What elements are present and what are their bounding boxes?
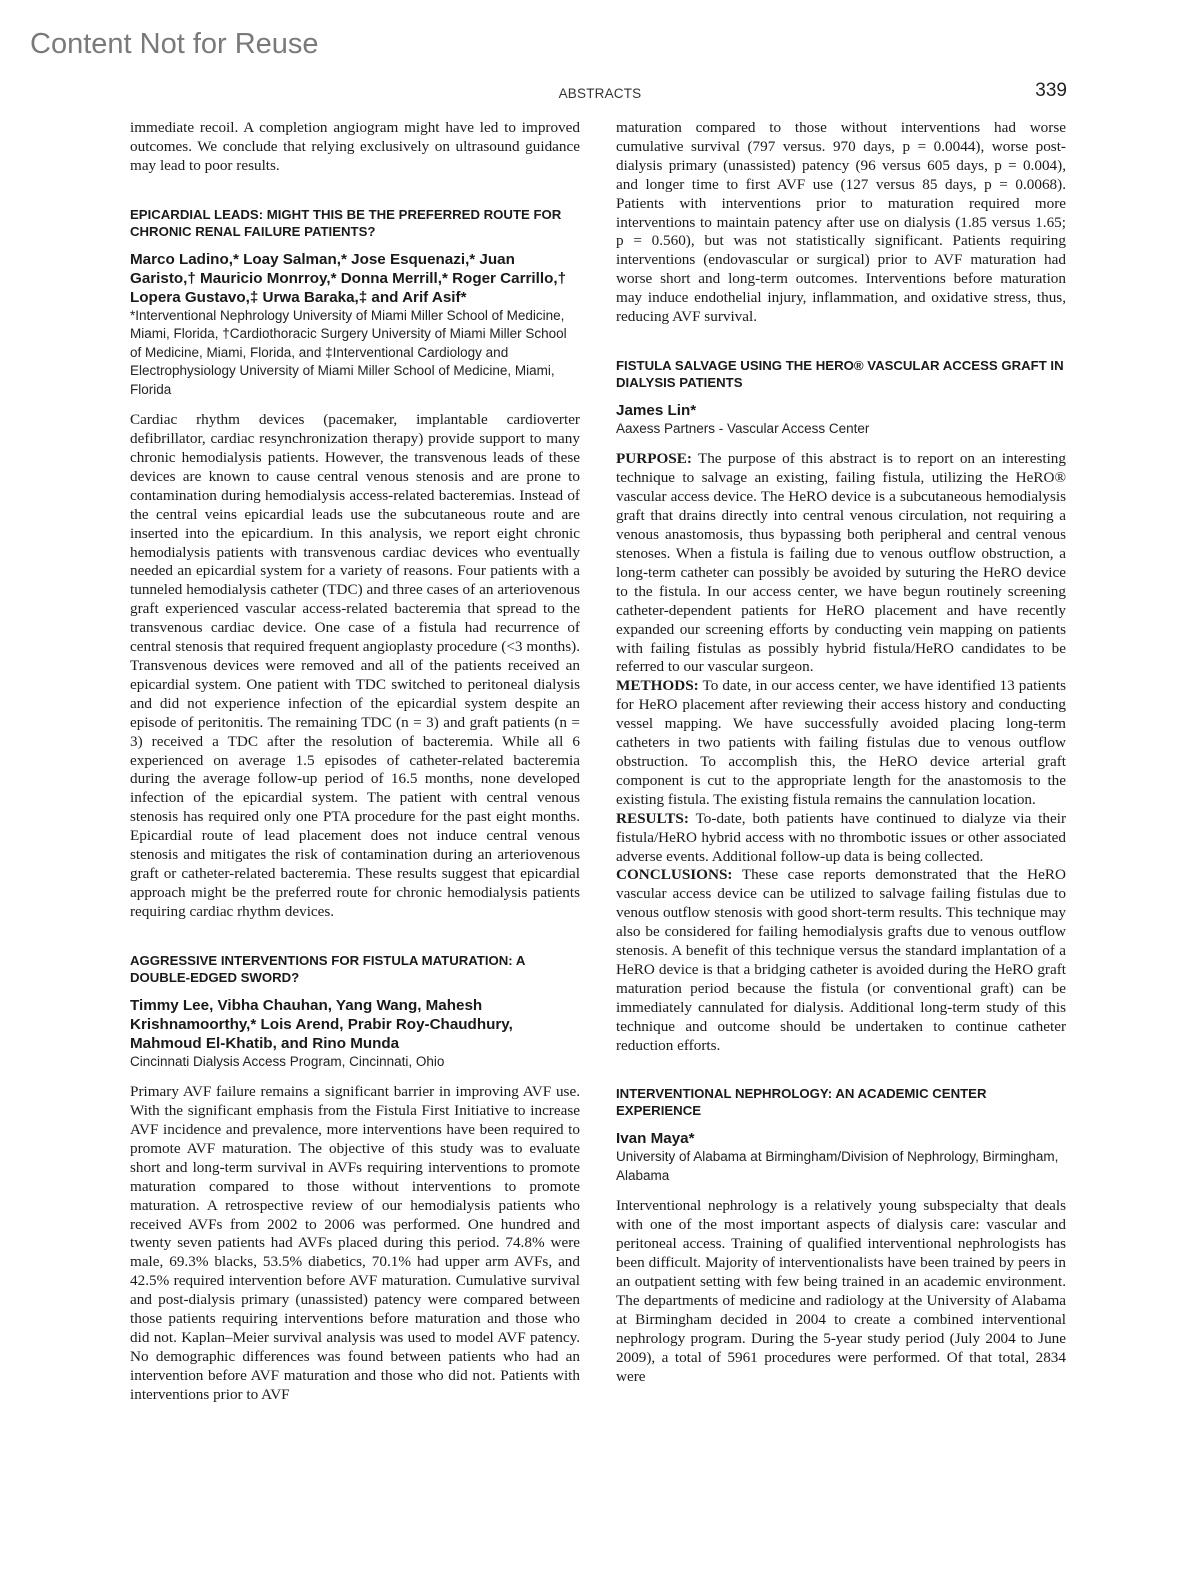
- abstract-title: FISTULA SALVAGE USING THE HERO® VASCULAR ACCESS GRAFT IN DIALYSIS PATIENTS: [616, 357, 1064, 390]
- abstract-affiliation: University of Alabama at Birmingham/Division of Nephrology, Birmingham, Alabama: [616, 1149, 1059, 1183]
- left-column: [130, 119, 580, 1405]
- abstract-affiliation: Cincinnati Dialysis Access Program, Cincinnati, Ohio: [130, 1053, 445, 1069]
- section-text: The purpose of this abstract is to report on an interesting technique to salvage an existing, failing fistula, utilizing the HeRO® vascular access device. The HeRO device is a subcutaneous hemodialysis graft that drains directly into central venous circulation, not requiring a venous anastomosis, thus bypassing both peripheral and central venous stenoses. When a fistula is failing due to venous outflow obstruction, a long-term catheter can possibly be avoided by suturing the HeRO device to the fistula. In our access center, we have begun routinely screening catheter-dependent patients for HeRO placement and have recently expanded our screening efforts by conducting vein mapping on patients with failing fistulas as possibly hybrid fistula/HeRO candidates to be referred to our vascular surgeon.: [616, 450, 1066, 676]
- section-text: To date, in our access center, we have identified 13 patients for HeRO placement after reviewing their access history and conducting vessel mapping. We have successfully avoided placing long-term catheters in two patients with failing fistulas due to venous outflow obstruction. To accomplish this, the HeRO device arterial graft component is cut to the appropriate length for the anastomosis to the existing fistula. The existing fistula remains the cannulation location.: [616, 677, 1066, 808]
- abstract-affiliation: Aaxess Partners - Vascular Access Center: [616, 420, 870, 436]
- abstract-body: Interventional nephrology is a relatively young subspecialty that deals with one of the most important aspects of dialysis care: vascular and peritoneal access. Training of qualified interventional nephrologists has been difficult. Majority of interventionalists have been trained by peers in an outpatient setting with few being trained in an academic environment. The departments of medicine and radiology at the University of Alabama at Birmingham decided in 2004 to create a combined interventional nephrology program. During the 5-year study period (July 2004 to June 2009), a total of 5961 procedures were performed. Of that total, 2834 were: [616, 1197, 1066, 1385]
- abstract-section-conclusions: [616, 866, 1066, 1055]
- section-label: CONCLUSIONS:: [616, 866, 733, 884]
- abstract-title: INTERVENTIONAL NEPHROLOGY: AN ACADEMIC CENTER EXPERIENCE: [616, 1086, 987, 1119]
- abstract-body: Cardiac rhythm devices (pacemaker, implantable cardioverter defibrillator, cardiac resynchronization therapy) provide support to many chronic hemodialysis patients. However, the transvenous leads of these devices are known to cause central venous stenosis and are prone to contamination during hemodialysis access-related bacteremias. Instead of the central veins epicardial leads use the subcutaneous route and are inserted into the epicardium. In this analysis, we report eight chronic hemodialysis patients with transvenous cardiac devices who eventually needed an epicardial system for a variety of reasons. Four patients with a tunneled hemodialysis catheter (TDC) and three cases of an arteriovenous graft experienced vascular access-related bacteremia that spread to the transvenous cardiac device. One case of a fistula had recurrence of central stenosis that required frequent angioplasty procedure (<3 months). Transvenous devices were removed and all of the patients received an epicardial system. One patient with TDC switched to peritoneal dialysis and did not experience infection of the epicardial system despite an episode of peritonitis. The remaining TDC (n = 3) and graft patients (n = 3) received a TDC after the resolution of bacteremia. While all 6 experienced on average 1.5 episodes of catheter-related bacteremia during the average follow-up period of 16.5 months, none developed infection of the epicardial system. The patient with central venous stenosis has required only one PTA procedure for the past eight months. Epicardial route of lead placement does not induce central venous stenosis and mitigates the risk of contamination during an arteriovenous graft or catheter-related bacteremia. These results suggest that epicardial approach might be the preferred route for chronic hemodialysis patients requiring cardiac rhythm devices.: [130, 411, 580, 920]
- abstract-section-purpose: [616, 450, 1066, 677]
- abstract-body-continued: maturation compared to those without interventions had worse cumulative survival (797 versus. 970 days, p = 0.0044), worse post-dialysis primary (unassisted) patency (96 versus 605 days, p = 0.004), and longer time to first AVF use (127 versus 85 days, p = 0.0068). Patients with interventions prior to maturation required more interventions to maintain patency after use on dialysis (1.85 versus 1.65; p = 0.560), but was not statistically significant. Patients requiring interventions (endovascular or surgical) prior to AVF maturation had worse short and long-term outcomes. Interventions before maturation may induce endothelial injury, inflammation, and oxidative stress, thus, reducing AVF survival.: [616, 119, 1066, 326]
- abstract-body: Primary AVF failure remains a significant barrier in improving AVF use. With the significant emphasis from the Fistula First Initiative to increase AVF incidence and prevalence, more interventions have been required to promote AVF maturation. The objective of this study was to evaluate short and long-term survival in AVFs requiring interventions to promote maturation compared to those without interventions to promote maturation. A retrospective review of our hemodialysis patients who received AVFs from 2002 to 2006 was performed. One hundred and twenty seven patients had AVFs placed during this period. 74.8% were male, 69.3% blacks, 53.5% diabetics, 70.1% had upper arm AVFs, and 42.5% required intervention before AVF maturation. Cumulative survival and post-dialysis primary (unassisted) patency were compared between those patients requiring interventions before maturation and those who did not. Kaplan–Meier survival analysis was used to model AVF patency. No demographic differences was found between patients who had an intervention before AVF maturation and those who did not. Patients with interventions prior to AVF: [130, 1083, 580, 1403]
- abstract-title: EPICARDIAL LEADS: MIGHT THIS BE THE PREFERRED ROUTE FOR CHRONIC RENAL FAILURE PATIENTS?: [130, 206, 562, 239]
- abstract-title: AGGRESSIVE INTERVENTIONS FOR FISTULA MATURATION: A DOUBLE-EDGED SWORD?: [130, 952, 525, 985]
- section-text: These case reports demonstrated that the HeRO vascular access device can be utilized to salvage failing fistulas due to venous outflow stenosis with good short-term results. This technique may also be considered for failing hemodialysis grafts due to venous outflow stenosis. A benefit of this technique versus the standard implantation of a HeRO device is that a bridging catheter is avoided during the HeRO graft maturation period because the fistula (or conventional graft) can be immediately cannulated for dialysis. Additional long-term study of this technique and outcome should be undertaken to continue catheter reduction efforts.: [616, 866, 1066, 1054]
- section-label: PURPOSE:: [616, 450, 692, 468]
- section-label: RESULTS:: [616, 809, 689, 827]
- continued-text: immediate recoil. A completion angiogram might have led to improved outcomes. We conclude that relying exclusively on ultrasound guidance may lead to poor results.: [130, 119, 580, 174]
- section-text: To-date, both patients have continued to dialyze via their fistula/HeRO hybrid access with no thrombotic issues or other associated adverse events. Additional follow-up data is being collected.: [616, 809, 1066, 865]
- abstract-authors: James Lin*: [616, 401, 697, 419]
- watermark: Content Not for Reuse: [30, 28, 319, 60]
- abstract-authors: Ivan Maya*: [616, 1130, 695, 1148]
- abstract-section-results: [616, 810, 1066, 867]
- running-head: ABSTRACTS: [558, 86, 642, 101]
- section-label: METHODS:: [616, 677, 699, 695]
- right-column: [616, 119, 1066, 1387]
- abstract-authors: Marco Ladino,* Loay Salman,* Jose Esquenazi,* Juan Garisto,† Mauricio Monrroy,* Donna Merrill,* Roger Carrillo,† Lopera Gustavo,‡ Urwa Baraka,‡ and Arif Asif*: [130, 250, 567, 306]
- abstract-section-methods: [616, 677, 1066, 809]
- abstract-affiliation: *Interventional Nephrology University of Miami Miller School of Medicine, Miami, Florida, †Cardiothoracic Surgery University of Miami Miller School of Medicine, Miami, Florida, and ‡Interventional Cardiology and Electrophysiology University of Miami Miller School of Medicine, Miami, Florida: [130, 307, 567, 397]
- page-number: 339: [1035, 80, 1067, 101]
- abstract-authors: Timmy Lee, Vibha Chauhan, Yang Wang, Mahesh Krishnamoorthy,* Lois Arend, Prabir Roy-Chaudhury, Mahmoud El-Khatib, and Rino Munda: [130, 996, 513, 1052]
